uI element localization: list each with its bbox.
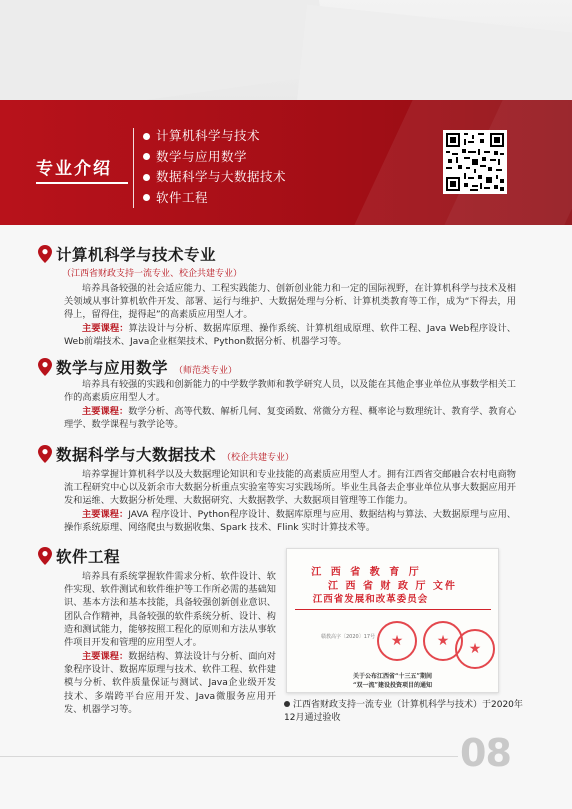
banner-title: 专业介绍 [36,159,112,179]
location-pin-icon [38,245,52,263]
location-pin-icon [38,358,52,376]
image-caption: 江西省财政支持一流专业（计算机科学与技术）于2020年12月通过验收 [284,700,523,723]
section-se-heading [38,545,120,567]
seal-stamp-icon: ★ [423,621,463,661]
seal-stamp-icon: ★ [455,629,495,669]
banner-title-underline [36,182,128,184]
major-item: 计算机科学与技术 [143,126,286,147]
section-title: 数学与应用数学 [56,359,169,377]
location-pin-icon [38,445,52,463]
top-decoration [0,0,572,100]
section-cs-heading [38,243,216,265]
location-pin-icon [38,547,52,565]
major-item: 数学与应用数学 [143,147,286,168]
section-math-heading [38,356,237,378]
bullet-dot-icon [143,153,150,160]
page-number: 08 [460,731,511,775]
bullet-dot-icon [284,701,290,707]
section-title: 数据科学与大数据技术 [56,446,217,464]
banner-divider [133,128,134,208]
section-math-courses: 主要课程：数学分析、高等代数、解析几何、复变函数、常微分方程、概率论与数理统计、教育学、教育心理学、数学课程与教学论等。 [64,406,517,431]
section-tag: （师范类专业） [174,366,238,376]
section-se-intro: 培养具有系统掌握软件需求分析、软件设计、软件实现、软件测试和软件维护等工作所必需的基础知识、基本方法和基本技能，具备较强创新创业意识、团队合作精神，具备较强的软件系统分析、设计、构造和测试能力，能够按照工程化的原则和方法从事软件项目开发和管理的应用型人才。 [64,571,276,649]
section-cs-courses: 主要课程：算法设计与分析、数据库原理、操作系统、计算机组成原理、软件工程、Java Web程序设计、Web前端技术、Java企业框架技术、Python数据分析、机器学习等。 [64,323,516,348]
section-tag: （江西省财政支持一流专业、校企共建专业） [62,269,243,279]
major-item: 数据科学与大数据技术 [143,167,286,188]
seal-stamp-icon: ★ [377,621,417,661]
section-cs-intro: 培养具备较强的社会适应能力、工程实践能力、创新创业能力和一定的国际视野，在计算机科学与技术及相关领域从事计算机软件开发、部署、运行与维护、大数据处理与分析、计算机类教育等工作，成为“下得去，用得上，留得住，提得起”的高素质应用型人才。 [64,283,516,321]
section-se-courses: 主要课程：数据结构、算法设计与分析、面向对象程序设计、数据库原理与技术、软件工程、软件建模与分析、软件质量保证与测试、Java企业级开发技术、多端跨平台应用开发、Java微服务应用开发、机器学习等。 [64,651,276,715]
qr-code-icon[interactable] [443,130,507,194]
section-bigdata-intro: 培养掌握计算机科学以及大数据理论知识和专业技能的高素质应用型人才。拥有江西省交邮融合农村电商物流工程研究中心以及新余市大数据分析重点实验室等实习实践场所。毕业生具备去企事业单位从事大数据应用开发和运维、大数据分析处理、大数据研究、大数据教学、大数据项目管理等工作能力。 [64,469,516,507]
bullet-dot-icon [143,174,150,181]
section-tag: （校企共建专业） [222,453,295,463]
section-title: 软件工程 [56,548,121,566]
footer-rule [0,756,458,757]
section-math-intro: 培养具有较强的实践和创新能力的中学数学教师和教学研究人员，以及能在其他企事业单位从事数学相关工作的高素质应用型人才。 [64,379,516,404]
bullet-dot-icon [143,133,150,140]
section-title: 计算机科学与技术专业 [56,246,217,264]
major-item: 软件工程 [143,188,286,209]
section-bigdata-heading [38,443,294,465]
bullet-dot-icon [143,194,150,201]
official-document-image: 江 西 省 教 育 厅 江 西 省 财 政 厅 文件 江西省发展和改革委员会 赣教高字〔2020〕17号 ★ ★ ★ 关于公布江西省“十三五”期间 “双一流”建设投资项目的通知 [286,548,499,693]
majors-list [143,126,286,208]
section-bigdata-courses: 主要课程：JAVA 程序设计、Python程序设计、数据库原理与应用、数据结构与算法、大数据原理与应用、操作系统原理、网络爬虫与数据收集、Spark 技术、Flink 实时计算技术等。 [64,509,516,534]
